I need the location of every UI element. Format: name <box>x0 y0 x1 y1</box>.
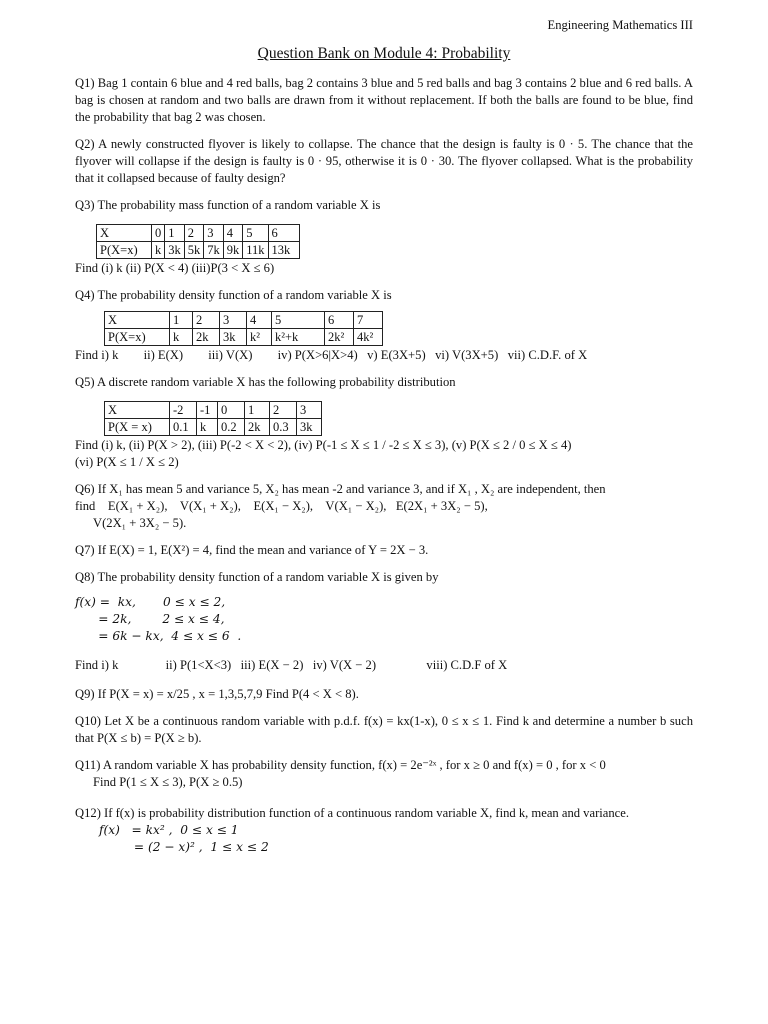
table-cell: P(X=x) <box>105 329 170 346</box>
table-cell: 6 <box>325 312 354 329</box>
question-7: Q7) If E(X) = 1, E(X²) = 4, find the mean and variance of Y = 2X − 3. <box>75 543 429 557</box>
page-title: Question Bank on Module 4: Probability <box>257 45 511 62</box>
table-cell: 5 <box>272 312 325 329</box>
table-cell: k²+k <box>272 329 325 346</box>
table-cell: P(X=x) <box>97 242 152 259</box>
table-cell: 0 <box>218 402 245 419</box>
question-12-text: Q12) If f(x) is probability distribution function of a continuous random variable X, find k, mean and variance. <box>75 806 629 820</box>
table-cell: 5k <box>184 242 204 259</box>
question-8-text: Q8) The probability density function of a random variable X is given by <box>75 570 439 584</box>
pmf-table-q3 <box>96 224 300 259</box>
question-6 <box>75 481 693 532</box>
table-cell: 13k <box>268 242 299 259</box>
question-3-text: Q3) The probability mass function of a random variable X is <box>75 198 381 212</box>
table-cell: 2 <box>193 312 220 329</box>
table-cell: 3 <box>297 402 322 419</box>
table-cell: 2 <box>270 402 297 419</box>
question-11-line-2: Find P(1 ≤ X ≤ 3), P(X ≥ 0.5) <box>93 775 243 789</box>
document-page <box>75 12 693 866</box>
table-cell: 2k <box>193 329 220 346</box>
piece-line: = 6k − kx, 4 ≤ x ≤ 6 . <box>75 629 242 643</box>
piecewise-function-q8 <box>75 594 693 645</box>
table-cell: 7 <box>354 312 383 329</box>
table-cell: 1 <box>245 402 270 419</box>
table-cell: 2 <box>184 225 204 242</box>
pdf-table-q4 <box>104 311 383 346</box>
piece-line: f(x) = kx² , 0 ≤ x ≤ 1 <box>99 823 239 837</box>
table-cell: 0 <box>152 225 165 242</box>
table-cell: X <box>105 312 170 329</box>
table-row <box>97 242 300 259</box>
question-3 <box>75 197 693 277</box>
question-4-find: Find i) k ii) E(X) iii) V(X) iv) P(X>6|X>4) v) E(3X+5) vi) V(3X+5) vii) C.D.F. of X <box>75 348 588 362</box>
question-1: Q1) Bag 1 contain 6 blue and 4 red balls, bag 2 contains 3 blue and 5 red balls and bag 3 contains 2 blue and 6 red balls. A bag is chosen at random and two balls are drawn from it without replacement. If both the balls are found to be blue, find the probability that bag 2 was chosen. <box>75 76 693 124</box>
table-cell: 1 <box>170 312 193 329</box>
piecewise-function-q12 <box>75 822 693 856</box>
table-cell: k <box>197 419 218 436</box>
table-cell: 3k <box>220 329 247 346</box>
table-cell: 3k <box>165 242 185 259</box>
table-cell: 11k <box>243 242 268 259</box>
table-cell: X <box>105 402 170 419</box>
table-cell: -2 <box>170 402 197 419</box>
question-11 <box>75 757 693 791</box>
table-cell: 3 <box>204 225 224 242</box>
question-12 <box>75 805 693 856</box>
question-6-line-1: Q6) If X₁ has mean 5 and variance 5, X₂ has mean -2 and variance 3, and if X₁ , X₂ are independent, then <box>75 482 606 496</box>
table-cell: 0.1 <box>170 419 197 436</box>
question-6-line-2: find E(X₁ + X₂), V(X₁ + X₂), E(X₁ − X₂), V(X₁ − X₂), E(2X₁ + 3X₂ − 5), <box>75 499 488 513</box>
course-header: Engineering Mathematics III <box>547 18 693 32</box>
question-5 <box>75 374 693 471</box>
table-cell: X <box>97 225 152 242</box>
question-11-line-1: Q11) A random variable X has probability density function, f(x) = 2e⁻²ˣ , for x ≥ 0 and f(x) = 0 , for x < 0 <box>75 758 606 772</box>
table-cell: 0.3 <box>270 419 297 436</box>
table-cell: 2k² <box>325 329 354 346</box>
piece-line: = 2k, 2 ≤ x ≤ 4, <box>75 612 225 626</box>
table-row <box>105 402 322 419</box>
table-cell: 6 <box>268 225 299 242</box>
table-cell: k² <box>247 329 272 346</box>
question-8-find: Find i) k ii) P(1<X<3) iii) E(X − 2) iv) V(X − 2) viii) C.D.F of X <box>75 658 508 672</box>
distribution-table-q5 <box>104 401 322 436</box>
table-cell: 3k <box>297 419 322 436</box>
table-cell: 4k² <box>354 329 383 346</box>
table-cell: 9k <box>223 242 243 259</box>
table-cell: 5 <box>243 225 268 242</box>
question-3-find: Find (i) k (ii) P(X < 4) (iii)P(3 < X ≤ 6) <box>75 261 275 275</box>
question-8 <box>75 569 693 674</box>
piece-line: = (2 − x)² , 1 ≤ x ≤ 2 <box>99 840 269 854</box>
question-2: Q2) A newly constructed flyover is likely to collapse. The chance that the design is faulty is 0 · 5. The chance that the flyover will collapse if the design is faulty is 0 · 95, otherwise it is 0 · 30. The flyover collapsed. What is the probability that it collapsed because of faulty design? <box>75 137 693 185</box>
table-cell: k <box>152 242 165 259</box>
table-cell: 4 <box>247 312 272 329</box>
question-5-find-continued: (vi) P(X ≤ 1 / X ≤ 2) <box>75 455 179 469</box>
table-cell: 3 <box>220 312 247 329</box>
question-9: Q9) If P(X = x) = x/25 , x = 1,3,5,7,9 Find P(4 < X < 8). <box>75 687 359 701</box>
table-row <box>105 312 383 329</box>
question-4-text: Q4) The probability density function of a random variable X is <box>75 288 392 302</box>
question-5-find: Find (i) k, (ii) P(X > 2), (iii) P(-2 < X < 2), (iv) P(-1 ≤ X ≤ 1 / -2 ≤ X ≤ 3), (v) P(X ≤ 2 / 0 ≤ X ≤ 4) <box>75 438 572 452</box>
table-cell: 1 <box>165 225 185 242</box>
table-row <box>105 419 322 436</box>
table-cell: k <box>170 329 193 346</box>
table-cell: 0.2 <box>218 419 245 436</box>
table-cell: 4 <box>223 225 243 242</box>
question-4 <box>75 287 693 364</box>
question-5-text: Q5) A discrete random variable X has the following probability distribution <box>75 375 456 389</box>
table-cell: P(X = x) <box>105 419 170 436</box>
table-cell: 7k <box>204 242 224 259</box>
table-row <box>105 329 383 346</box>
question-6-line-3: V(2X₁ + 3X₂ − 5). <box>93 516 187 530</box>
piece-line: f(x) = kx, 0 ≤ x ≤ 2, <box>75 595 226 609</box>
question-10: Q10) Let X be a continuous random variable with p.d.f. f(x) = kx(1-x), 0 ≤ x ≤ 1. Find k and determine a number b such that P(X ≤ b) = P(X ≥ b). <box>75 714 693 745</box>
table-row <box>97 225 300 242</box>
table-cell: 2k <box>245 419 270 436</box>
table-cell: -1 <box>197 402 218 419</box>
